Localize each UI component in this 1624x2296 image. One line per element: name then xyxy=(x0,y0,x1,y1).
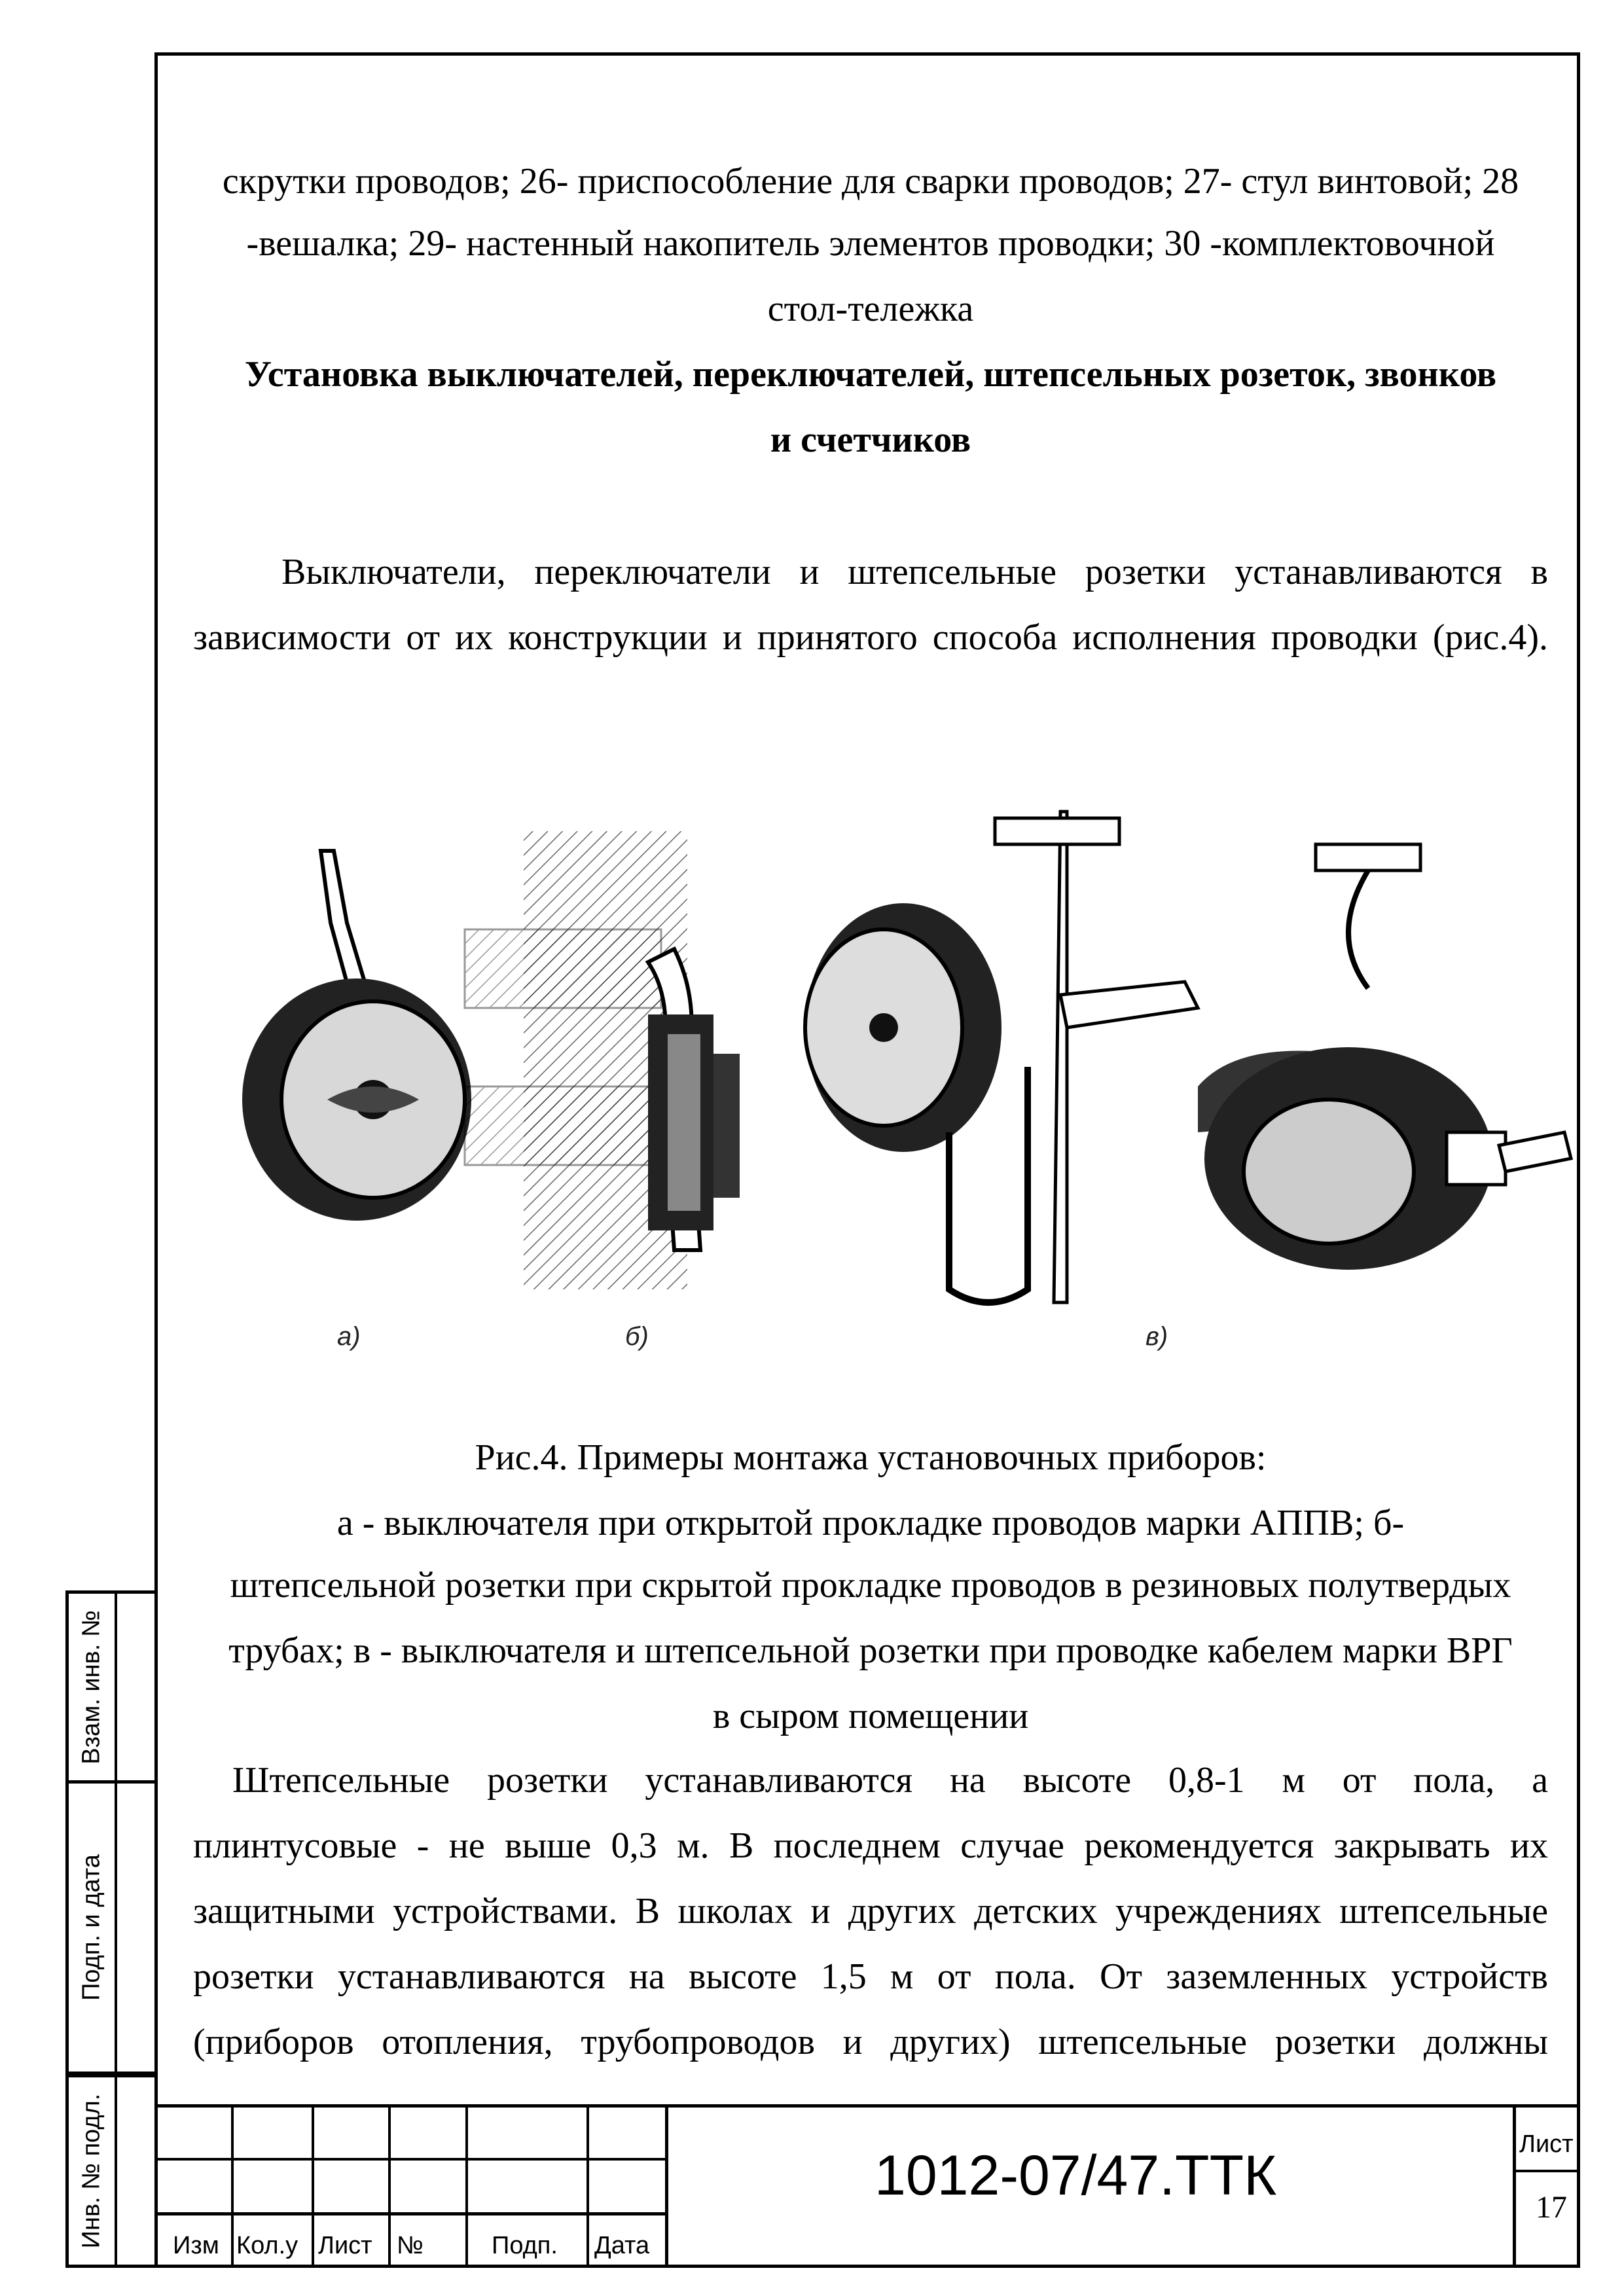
side-stamp-label: Инв. № подл. xyxy=(77,2093,105,2249)
switch-a-icon xyxy=(242,851,471,1221)
paragraph-line: скрутки проводов; 26- приспособление для сварки проводов; 27- стул винтовой; 28 xyxy=(222,161,1519,202)
paragraph-line: розетки устанавливаются на высоте 1,5 м от пола. От заземленных устройств xyxy=(193,1956,1548,1997)
figure-label-b: б) xyxy=(625,1322,649,1351)
stamp-data: Дата xyxy=(594,2232,650,2259)
stamp-podp: Подп. xyxy=(492,2232,558,2259)
side-stamp-podp xyxy=(65,1784,154,2075)
stamp-izm: Изм xyxy=(173,2232,219,2259)
title-block xyxy=(154,2104,1580,2268)
paragraph-line: Выключатели, переключатели и штепсельные розетки устанавливаются в xyxy=(281,552,1548,592)
figure-caption: трубах; в - выключателя и штепсельной розетки при проводке кабелем марки ВРГ xyxy=(228,1630,1513,1671)
paragraph-line: стол-тележка xyxy=(767,289,974,329)
stamp-num: № xyxy=(397,2232,424,2259)
side-stamp-label: Подп. и дата xyxy=(77,1854,105,2001)
side-stamp-inv xyxy=(65,2075,154,2268)
side-stamp-label: Взам. инв. № xyxy=(77,1609,105,1765)
figure-caption: а - выключателя при открытой прокладке проводов марки АППВ; б- xyxy=(336,1503,1405,1543)
sheet-number: 17 xyxy=(1536,2190,1567,2225)
paragraph-line: Штепсельные розетки устанавливаются на высоте 0,8-1 м от пола, а xyxy=(232,1760,1548,1801)
section-heading: и счетчиков xyxy=(770,420,971,460)
stamp-list: Лист xyxy=(318,2232,372,2259)
document-code: 1012-07/47.ТТК xyxy=(875,2144,1277,2207)
figure-caption: штепсельной розетки при скрытой прокладке проводов в резиновых полутвердых xyxy=(230,1565,1511,1605)
paragraph-line: защитными устройствами. В школах и других детских учреждениях штепсельные xyxy=(193,1891,1548,1931)
sheet-label: Лист xyxy=(1519,2130,1574,2158)
paragraph-line: плинтусовые - не выше 0,3 м. В последнем случае рекомендуется закрывать их xyxy=(193,1825,1548,1866)
paragraph-line: (приборов отопления, трубопроводов и других) штепсельные розетки должны xyxy=(193,2022,1548,2062)
figure-caption: в сыром помещении xyxy=(712,1696,1029,1736)
section-heading: Установка выключателей, переключателей, штепсельных розеток, звонков xyxy=(244,354,1497,395)
figure-label-c: в) xyxy=(1146,1322,1168,1351)
side-stamp-vzam xyxy=(65,1590,154,1784)
figure-drawing xyxy=(216,792,1604,1381)
paragraph-line: -вешалка; 29- настенный накопитель элементов проводки; 30 -комплектовочной xyxy=(246,223,1495,264)
paragraph-line: зависимости от их конструкции и принятого способа исполнения проводки (рис.4). xyxy=(193,617,1548,658)
figure-caption: Рис.4. Примеры монтажа установочных приборов: xyxy=(475,1437,1267,1478)
figure-mounting-examples xyxy=(216,792,1604,1381)
figure-label-a: а) xyxy=(337,1322,361,1351)
stamp-kolu: Кол.у xyxy=(236,2232,298,2259)
socket-b-icon xyxy=(465,831,740,1289)
switch-socket-c-icon xyxy=(805,812,1571,1302)
